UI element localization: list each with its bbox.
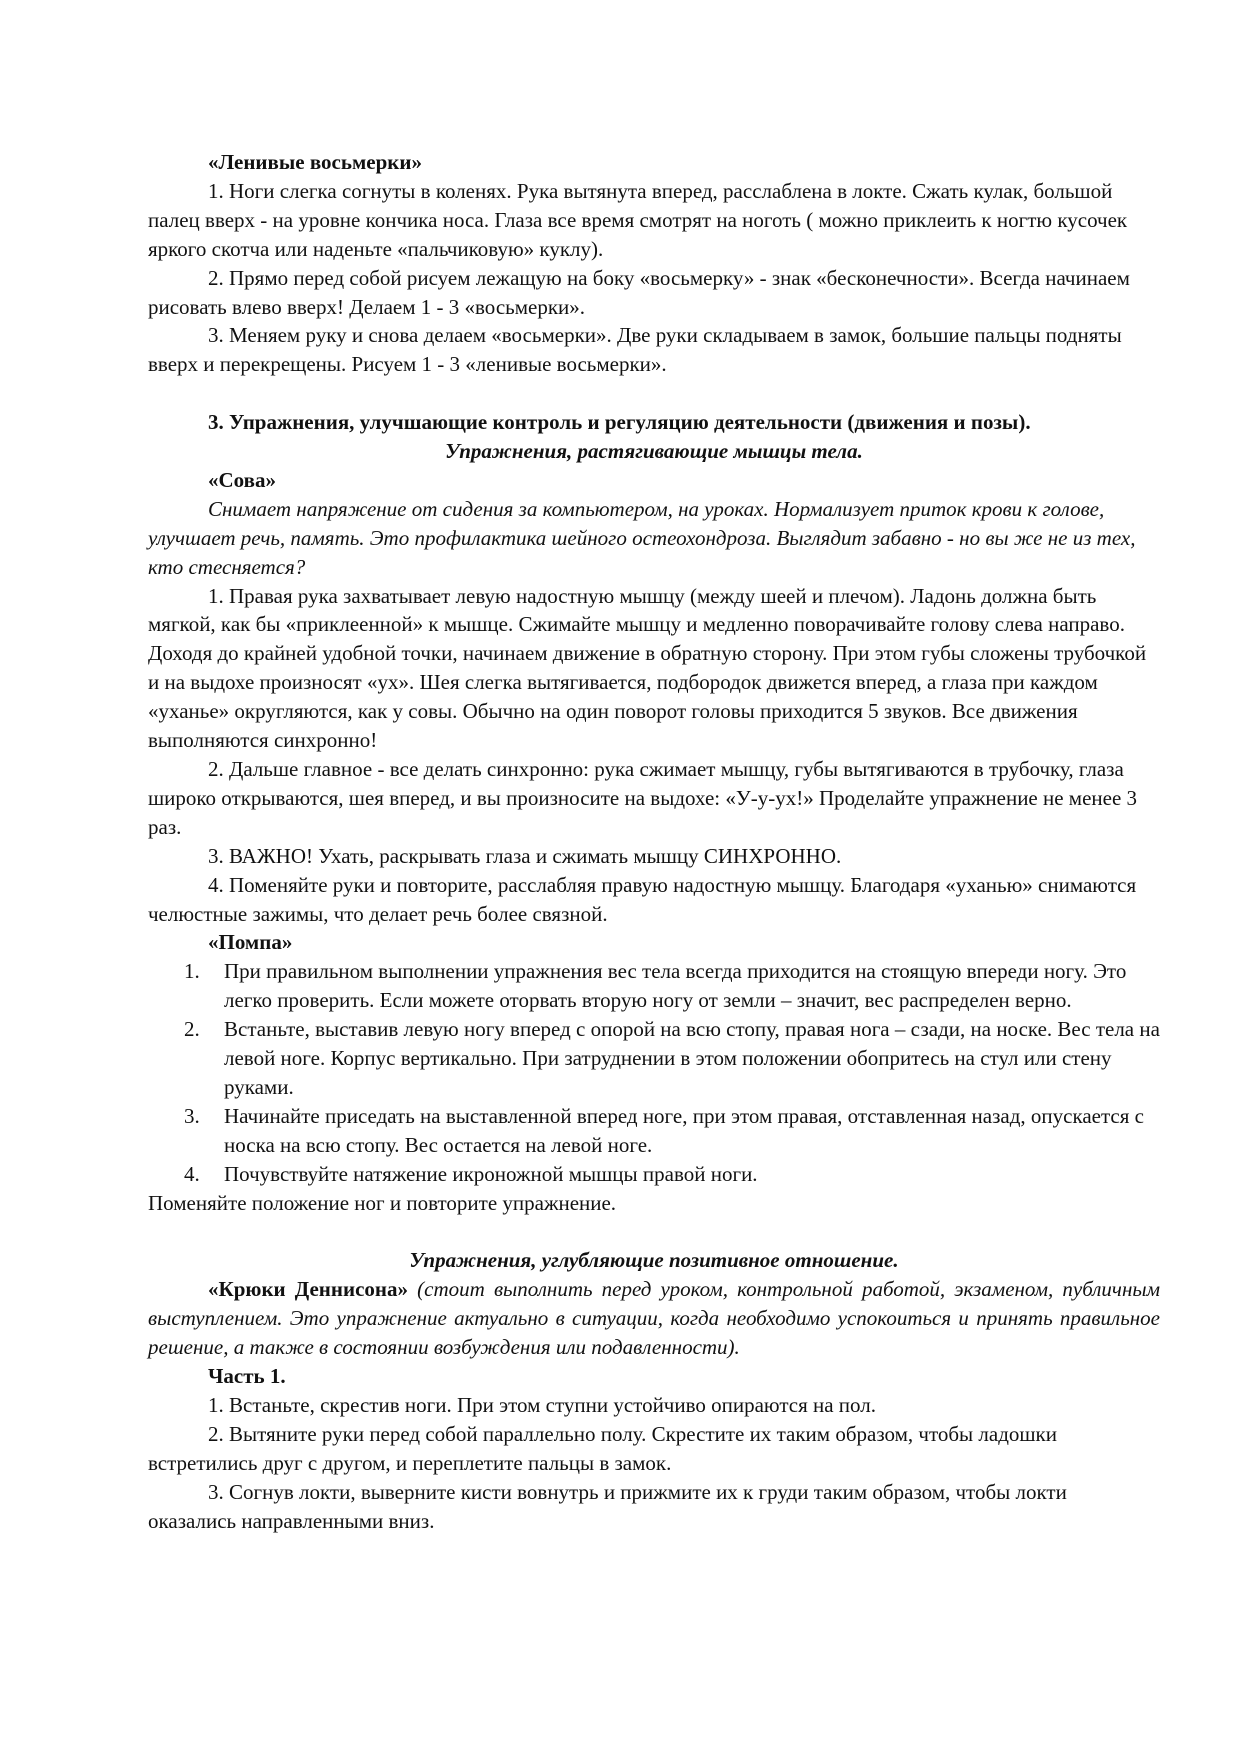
part1-step: 2. Вытяните руки перед собой параллельно полу. Скрестите их таким образом, чтобы ладошки встретились друг с другом, и переплетите пальцы в замок. bbox=[148, 1421, 1058, 1475]
pump-outro: Поменяйте положение ног и повторите упражнение. bbox=[148, 1190, 617, 1215]
hooks-paragraph bbox=[148, 1275, 1160, 1362]
owl-step: 4. Поменяйте руки и повторите, расслабляя правую надостную мышцу. Благодаря «уханью» снимаются челюстные зажимы, что делает речь более связной. bbox=[148, 872, 1137, 926]
part1-step: 1. Встаньте, скрестив ноги. При этом ступни устойчиво опираются на пол. bbox=[208, 1392, 877, 1417]
pump-list bbox=[148, 957, 1160, 1188]
owl-step: 1. Правая рука захватывает левую надостную мышцу (между шеей и плечом). Ладонь должна быть мягкой, как бы «приклеенной» к мышце. Сжимайте мышцу и медленно поворачивайте голову слева направо. Доходя до крайней удобной точки, начинаем движение в обратную сторону. При этом губы сложены трубочкой и на выдохе произносят «ух». Шея слегка вытягивается, подбородок движется вперед, а глаза при каждом «уханье» округляются, как у совы. Обычно на один поворот головы приходится 5 звуков. Все движения выполняются синхронно! bbox=[148, 583, 1147, 753]
pump-title: «Помпа» bbox=[208, 930, 293, 955]
part1-step: 3. Согнув локти, выверните кисти вовнутрь и прижмите их к груди таким образом, чтобы локти оказались направленными вниз. bbox=[148, 1479, 1067, 1533]
pump-item-number: 2. bbox=[184, 1017, 200, 1042]
pump-item-number: 1. bbox=[184, 959, 200, 984]
document-page bbox=[148, 148, 1160, 1535]
pump-item bbox=[148, 957, 1160, 1015]
lazy-eights-title: «Ленивые восьмерки» bbox=[208, 150, 422, 174]
pump-item bbox=[148, 1015, 1160, 1102]
owl-title: «Сова» bbox=[208, 467, 276, 492]
pump-item-number: 4. bbox=[184, 1161, 200, 1186]
positive-subheading: Упражнения, углубляющие позитивное отношение. bbox=[409, 1248, 899, 1273]
section3-heading: 3. Упражнения, улучшающие контроль и регуляцию деятельности (движения и позы). bbox=[208, 410, 1031, 435]
pump-item bbox=[148, 1102, 1160, 1160]
owl-step: 2. Дальше главное - все делать синхронно: рука сжимает мышцу, губы вытягиваются в трубочку, глаза широко открываются, шея вперед, и вы произносите на выдохе: «У-у-ух!» Проделайте упражнение не менее 3 раз. bbox=[148, 757, 1138, 839]
owl-intro: Снимает напряжение от сидения за компьютером, на уроках. Нормализует приток крови к голове, улучшает речь, память. Это профилактика шейного остеохондроза. Выглядит забавно - но вы же не из тех, кто стесняется? bbox=[148, 496, 1136, 579]
pump-item-text: При правильном выполнении упражнения вес тела всегда приходится на стоящую впереди ногу. Это легко проверить. Если можете оторвать вторую ногу от земли – значит, вес распределен верно. bbox=[224, 959, 1127, 1013]
lazy-eights-step: 1. Ноги слегка согнуты в коленях. Рука вытянута вперед, расслаблена в локте. Сжать кулак, большой палец вверх - на уровне кончика носа. Глаза все время смотрят на ноготь ( можно приклеить к ногтю кусочек яркого скотча или наденьте «пальчиковую» куклу). bbox=[148, 178, 1128, 261]
pump-item-text: Начинайте приседать на выставленной вперед ноге, при этом правая, отставленная назад, опускается с носка на всю стопу. Вес остается на левой ноге. bbox=[224, 1103, 1144, 1157]
lazy-eights-step: 3. Меняем руку и снова делаем «восьмерки». Две руки складываем в замок, большие пальцы подняты вверх и перекрещены. Рисуем 1 - 3 «ленивые восьмерки». bbox=[148, 323, 1122, 377]
owl-step: 3. ВАЖНО! Ухать, раскрывать глаза и сжимать мышцу СИНХРОННО. bbox=[208, 843, 842, 868]
part1-title: Часть 1. bbox=[208, 1364, 286, 1389]
lazy-eights-step: 2. Прямо перед собой рисуем лежащую на боку «восьмерку» - знак «бесконечности». Всегда начинаем рисовать влево вверх! Делаем 1 - 3 «восьмерки». bbox=[148, 265, 1130, 319]
pump-item-text: Почувствуйте натяжение икроножной мышцы правой ноги. bbox=[224, 1161, 758, 1186]
section3-subheading: Упражнения, растягивающие мышцы тела. bbox=[445, 439, 863, 464]
hooks-intro: (стоит выполнить перед уроком, контрольной работой, экзаменом, публичным выступлением. Это упражнение актуально в ситуации, когда необходимо успокоиться и принять правильное решение, а также в состоянии возбуждения или подавленности). bbox=[148, 1277, 1160, 1360]
hooks-title: «Крюки Деннисона» bbox=[208, 1277, 409, 1302]
pump-item-text: Встаньте, выставив левую ногу вперед с опорой на всю стопу, правая нога – сзади, на носке. Вес тела на левой ноге. Корпус вертикально. При затруднении в этом положении обопритесь на стул или стену руками. bbox=[224, 1017, 1160, 1099]
pump-item-number: 3. bbox=[184, 1103, 200, 1128]
pump-item bbox=[148, 1160, 1160, 1189]
